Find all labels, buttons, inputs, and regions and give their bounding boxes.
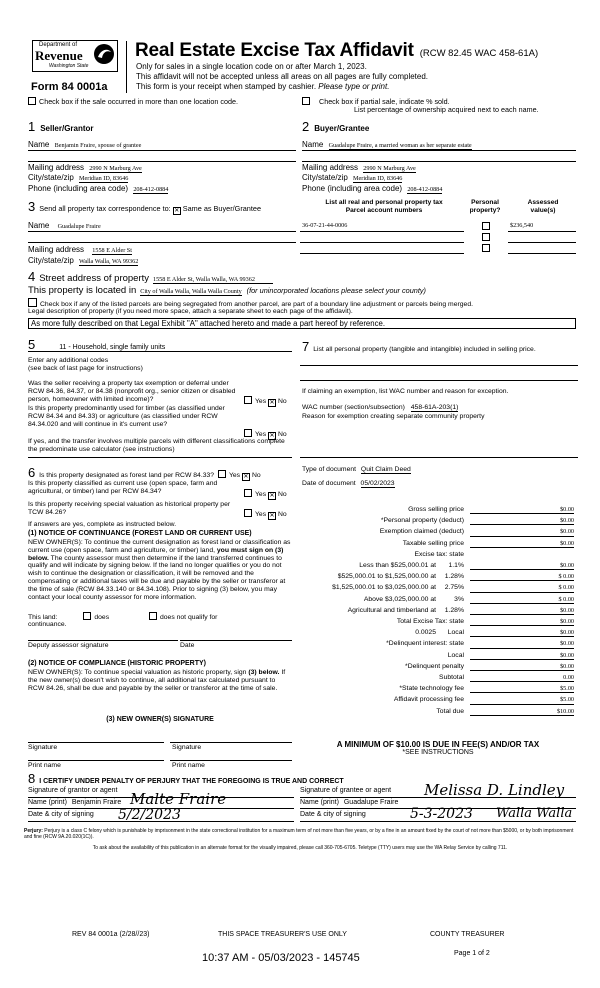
tax-row-rate: 1.28%	[444, 606, 464, 614]
legal-label: Legal description of property (if you need more space, attach a separate sheet to each page of the affidavit).	[28, 308, 353, 315]
buyer-name[interactable]: Guadalupe Fraire, a married woman as her separate estate	[328, 142, 472, 149]
partial-sale-note: List percentage of ownership acquired next to each name.	[354, 105, 539, 114]
section-number: 7	[302, 339, 310, 354]
tax-row-value[interactable]: $5.00	[470, 696, 574, 704]
seller-city-row	[28, 173, 128, 182]
rule	[180, 640, 292, 641]
same-as-buyer-checkbox[interactable]: ✕	[174, 208, 180, 214]
seller-title: Seller/Grantor	[40, 124, 94, 133]
rule	[170, 760, 292, 761]
tax-row-rate: 3%	[454, 595, 464, 603]
add-codes-1: Enter any additional codes	[28, 357, 109, 364]
buyer-name-label: Name	[302, 140, 324, 149]
rule	[28, 457, 292, 458]
personal-property-checkbox-2[interactable]	[482, 233, 490, 241]
tax-row	[300, 539, 576, 550]
tax-row	[300, 606, 576, 617]
notice2-c: If the new owner(s) doesn't wish to continue, all additional tax calculated pursuant to RCW 84.26, shall be due and payable by the seller or transferor at the time of sale.	[28, 669, 286, 692]
tax-row-rate: 2.75%	[444, 584, 464, 592]
tax-row	[300, 550, 576, 561]
section-number: 2	[302, 119, 310, 134]
owner-print-label-1: Print name	[28, 762, 61, 769]
buyer-name-row	[302, 140, 472, 149]
yes-label: Yes	[228, 472, 241, 479]
sec5-q2: Is this property predominantly used for timber (as classified under RCW 84.34 and 84.33) or agriculture (as classified under RCW 84.34.020 and will continue in it's current use?	[28, 405, 225, 428]
yes-checkbox[interactable]	[244, 489, 252, 497]
notice2-a: NEW OWNER(S): To continue special valuation as historic property, sign	[28, 669, 249, 676]
header-line1: Only for sales in a single location code on or after March 1, 2023.	[136, 62, 367, 71]
wac-row	[302, 404, 458, 412]
header-line2: This affidavit will not be accepted unless all areas on all pages are fully completed.	[136, 72, 429, 81]
seller-city-label: City/state/zip	[28, 173, 74, 182]
sec6-q2: Is this property classified as current use (open space, farm and agricultural, or timber) land per RCW 84.34?	[28, 480, 218, 495]
tax-row-value[interactable]: $0.00	[470, 640, 574, 648]
no-label: No	[277, 511, 287, 518]
tax-row	[300, 505, 576, 516]
rule	[300, 231, 464, 232]
tax-row-value[interactable]: $0.00	[470, 517, 574, 525]
legal-description: As more fully described on that Legal Exhibit "A" attached hereto and made a part hereof by reference.	[31, 319, 386, 328]
checkbox[interactable]	[302, 97, 310, 105]
seller-phone[interactable]: 208-412-0884	[133, 186, 169, 193]
doc-type-label: Type of document	[302, 466, 357, 473]
grantee-name[interactable]: Guadalupe Fraire	[343, 799, 399, 806]
notice1-c: The county assessor must then determine if the land transferred continues to qualify and will indicate by signing below. If the land no longer qualifies or you do not wish to continue the designation or classification, it will be removed and the compensating or additional taxes will be due and payable by the seller or transferor at the time of sale (RCW 84.33.140 or 84.34.108). Prior to signing (3) below, you may contact your local county assessor for more information.	[28, 554, 286, 601]
rule	[300, 821, 576, 822]
doc-type[interactable]: Quit Claim Deed	[360, 466, 411, 473]
page-number: Page 1 of 2	[454, 950, 490, 957]
tax-row-value[interactable]: $0.00	[470, 652, 574, 660]
tax-row-value[interactable]: $0.00	[470, 540, 574, 548]
tax-row-label: Gross selling price	[408, 506, 464, 513]
rule	[28, 351, 292, 352]
section-number: 1	[28, 119, 36, 134]
tax-row-label: $1,525,000.01 to $3,025,000.00 at	[332, 584, 436, 592]
tax-row-label: Total due	[436, 707, 464, 715]
certify-text: I CERTIFY UNDER PENALTY OF PERJURY THAT THE FOREGOING IS TRUE AND CORRECT	[39, 778, 344, 785]
tax-row-label: Less than $525,000.01 at	[359, 562, 436, 569]
sec5-q3: If yes, and the transfer involves multiple parcels with different classifications complete the predominate use calculator (see instructions)	[28, 438, 285, 453]
owner-signature-label-1: Signature	[28, 744, 58, 751]
parcel-head-3a: Assessed	[527, 199, 559, 206]
grantor-sig-label: Signature of grantor or agent	[28, 787, 118, 794]
form-revision: REV 84 0001a (2/28//23)	[72, 931, 150, 938]
tax-row-label: Local	[447, 651, 464, 659]
multi-location-check[interactable]	[28, 97, 238, 106]
rule	[28, 231, 296, 232]
tax-row	[300, 639, 576, 650]
rule	[302, 161, 576, 162]
yes-label: Yes	[255, 491, 267, 498]
tax-row-label: Above $3,025,000.00 at	[363, 595, 436, 603]
seller-mailing-row	[28, 163, 142, 172]
tax-row	[300, 651, 576, 662]
minimum-due	[300, 740, 576, 757]
does-not-label: does not qualify for	[160, 614, 218, 621]
notice2-text	[28, 669, 292, 692]
grantee-signature[interactable]: Melissa D. Lindley	[424, 781, 565, 799]
seller-name-label: Name	[28, 140, 50, 149]
tax-row-value[interactable]: $ 0.00	[470, 584, 574, 592]
tax-row	[300, 561, 576, 572]
correspondence-label: Send all property tax correspondence to:	[39, 204, 171, 213]
rule	[300, 242, 464, 243]
rule	[300, 253, 464, 254]
owner-signature-label-2: Signature	[172, 744, 202, 751]
tax-row	[300, 707, 576, 718]
located-value[interactable]: City of Walla Walla, Walla Walla County	[140, 288, 242, 295]
tax-row-value[interactable]: $0.00	[470, 528, 574, 536]
deputy-date-label: Date	[180, 642, 195, 649]
parcel-head-3b: value(s)	[530, 206, 556, 214]
deputy-signature-label: Deputy assessor signature	[28, 642, 109, 649]
header-line3	[136, 82, 389, 91]
rule	[28, 742, 164, 743]
tax-row-value[interactable]: $10.00	[470, 708, 574, 716]
rule	[300, 380, 578, 381]
buyer-heading	[302, 120, 369, 135]
corr-mailing[interactable]: 1558 E Alder St	[92, 247, 132, 254]
tax-row-value[interactable]: $0.00	[470, 562, 574, 570]
yes-checkbox[interactable]	[244, 396, 252, 404]
section-number: 3	[28, 199, 36, 214]
rule	[28, 150, 296, 151]
tax-row-rate: 1.1%	[448, 562, 464, 569]
owner-print-label-2: Print name	[172, 762, 205, 769]
grantee-city[interactable]: Walla Walla	[496, 806, 573, 821]
grantee-date[interactable]: 5-3-2023	[410, 806, 473, 822]
located-hint: (for unincorporated locations please select your county)	[246, 286, 426, 295]
sec6-q1: Is this property designated as forest land per RCW 84.33?	[39, 472, 215, 479]
parcel-head-2b: property?	[469, 206, 501, 214]
does-label: does	[94, 614, 110, 621]
no-checkbox[interactable]: ✕	[269, 433, 275, 439]
assessed-value-1[interactable]: $236,540	[510, 222, 534, 229]
parcel-head-2	[464, 199, 506, 214]
parcel-head-3	[508, 199, 578, 214]
parcel-number-1[interactable]: 36-07-21-44-0006	[302, 222, 348, 229]
rule	[508, 231, 576, 232]
street-label: Street address of property	[39, 273, 150, 284]
grantor-name[interactable]: Benjamin Fraire	[71, 799, 122, 806]
tax-row-value[interactable]: $0.00	[470, 618, 574, 626]
segregate-label: Check box if any of the listed parcels are being segregated from another parcel, are part of a boundary line adjustment or parcels being merged.	[40, 301, 473, 308]
section-number: 5	[28, 337, 36, 352]
doc-date-label: Date of document	[302, 480, 356, 487]
seller-mailing[interactable]: 2990 N Marburg Ave	[89, 165, 142, 172]
minimum-line1: A MINIMUM OF $10.00 IS DUE IN FEE(S) AND/OR TAX	[336, 740, 540, 749]
header-line3-a: This form is your receipt when stamped by cashier.	[136, 82, 319, 91]
certify-row	[28, 772, 344, 787]
notice1-heading: (1) NOTICE OF CONTINUANCE (FOREST LAND OR CURRENT USE)	[28, 530, 252, 537]
tax-row-rate: 1.28%	[444, 573, 464, 581]
yes-label: Yes	[255, 431, 267, 438]
header-line3-b: Please type or print.	[318, 82, 390, 91]
sec5-q1: Was the seller receiving a property tax exemption or deferral under RCW 84.36, 84.37, or 84.38 (nonprofit org., senior citizen or disabled person, homeowner with limited income)?	[28, 380, 236, 403]
sec5-q1-answer	[244, 396, 287, 407]
checkbox[interactable]	[28, 97, 36, 105]
seller-mailing-label: Mailing address	[28, 163, 85, 172]
header-divider	[126, 41, 127, 93]
parcel-head-1	[300, 199, 468, 214]
tax-row-label: 0.0025	[415, 629, 436, 637]
seller-phone-row	[28, 184, 168, 193]
sec6-q1-row	[28, 466, 261, 481]
yes-checkbox[interactable]	[244, 509, 252, 517]
personal-property-checkbox-3[interactable]	[482, 244, 490, 252]
grantor-date-label: Date & city of signing	[28, 811, 94, 818]
corr-name[interactable]: Guadalupe Fraire	[57, 223, 101, 230]
tax-row	[300, 583, 576, 594]
add-codes-label	[28, 357, 143, 373]
grantor-date[interactable]: 5/2/2023	[118, 807, 181, 823]
rule	[300, 457, 578, 458]
rule	[170, 742, 292, 743]
yes-label: Yes	[255, 398, 267, 405]
corr-mailing-label: Mailing address	[28, 245, 85, 254]
tax-row-label: Taxable selling price	[402, 539, 464, 547]
corr-city-row	[28, 256, 138, 265]
street-address[interactable]: 1558 E Alder St, Walla Walla, WA 99362	[153, 276, 273, 284]
tax-row-label: Excise tax: state	[414, 550, 464, 558]
accessibility-text: To ask about the availability of this publication in an alternate format for the visually impaired, please call 360-705-6705. Teletype (TTY) users may use the WA Relay Service by calling 711.	[92, 845, 508, 851]
parcel-head-1a: List all real and personal property tax	[325, 199, 443, 206]
does-checkbox[interactable]	[83, 612, 91, 620]
buyer-phone-label: Phone (including area code)	[302, 184, 403, 193]
grantee-name-label: Name (print)	[300, 799, 339, 806]
notice1-b: you must sign on (3) below.	[28, 546, 284, 562]
sec7-row	[302, 340, 578, 355]
tax-row-label: Agricultural and timberland at	[347, 606, 436, 614]
form-rcw: (RCW 82.45 WAC 458-61A)	[419, 48, 539, 59]
tax-row-label: $525,000.01 to $1,525,000.00 at	[337, 573, 436, 581]
tax-row-label: Exemption claimed (deduct)	[379, 528, 464, 536]
buyer-city-label: City/state/zip	[302, 173, 348, 182]
rule	[28, 760, 164, 761]
corr-name-label: Name	[28, 221, 50, 230]
rule	[28, 821, 294, 822]
corr-city-label: City/state/zip	[28, 256, 74, 265]
add-codes-2: (see back of last page for instructions)	[28, 364, 143, 372]
tax-row-value[interactable]: $0.00	[470, 506, 574, 514]
tax-row-label: Total Excise Tax: state	[396, 618, 464, 625]
form-title: Real Estate Excise Tax Affidavit	[135, 40, 414, 61]
section-number: 4	[28, 269, 36, 284]
sec6-q4: If answers are yes, complete as instructed below.	[28, 521, 177, 528]
buyer-city[interactable]: Meridian ID, 83646	[353, 175, 403, 182]
buyer-mailing-row	[302, 163, 416, 172]
yes-label: Yes	[255, 511, 267, 518]
notice1-text	[28, 539, 292, 602]
corr-mailing-row	[28, 245, 132, 254]
no-label: No	[277, 491, 287, 498]
tax-row-value[interactable]: $ 0.00	[470, 573, 574, 581]
same-as-buyer-label: Same as Buyer/Grantee	[182, 204, 262, 213]
buyer-phone[interactable]: 208-412-0884	[407, 186, 443, 193]
tax-row-value[interactable]: 0.00	[470, 674, 574, 682]
grantee-name-row	[300, 799, 398, 807]
tax-row-label: *Delinquent penalty	[405, 662, 464, 670]
no-checkbox[interactable]: ✕	[269, 493, 275, 499]
no-checkbox[interactable]: ✕	[243, 474, 249, 480]
tax-row-label: *Personal property (deduct)	[380, 517, 464, 525]
notice1-a: NEW OWNER(S): To continue the current designation as forest land or classification as current use (open space, farm and agriculture, or timber) land,	[28, 539, 291, 554]
section-number: 6	[28, 465, 36, 480]
tax-row	[300, 673, 576, 684]
tax-row-value[interactable]: $0.00	[470, 629, 574, 637]
notice2-b: (3) below.	[248, 669, 280, 676]
seller-phone-label: Phone (including area code)	[28, 184, 129, 193]
multi-location-label: Check box if the sale occurred in more than one location code.	[39, 97, 238, 106]
wac-label: WAC number (section/subsection)	[302, 404, 405, 411]
form-title-row	[135, 40, 538, 62]
no-checkbox[interactable]: ✕	[269, 400, 275, 406]
buyer-mailing[interactable]: 2990 N Marburg Ave	[363, 165, 416, 172]
tax-row	[300, 628, 576, 639]
section-number: 8	[28, 771, 36, 786]
logo-line2: Revenue	[35, 48, 83, 63]
corr-name-row	[28, 221, 101, 230]
rule	[508, 242, 576, 243]
wac-number[interactable]: 458-61A-203(1)	[410, 404, 459, 411]
tax-row	[300, 516, 576, 527]
seller-name-row	[28, 140, 296, 149]
no-label: No	[277, 431, 287, 438]
rule	[28, 161, 296, 162]
segregate-checkbox[interactable]	[28, 298, 37, 307]
rule	[28, 640, 178, 641]
exemption-label: If claiming an exemption, list WAC number and reason for exception.	[302, 388, 509, 395]
yes-checkbox[interactable]	[244, 429, 252, 437]
tax-row	[300, 684, 576, 695]
buyer-phone-row	[302, 184, 442, 193]
doc-date-row	[302, 480, 395, 488]
notice2-heading: (2) NOTICE OF COMPLIANCE (HISTORIC PROPERTY)	[28, 660, 206, 667]
personal-property-checkbox-1[interactable]	[482, 222, 490, 230]
located-row	[28, 286, 426, 297]
form-number: Form 84 0001a	[31, 81, 108, 93]
corr-city[interactable]: Walla Walla, WA 99362	[79, 258, 139, 265]
tax-row-rate: Local	[447, 629, 464, 637]
tax-row-label: Subtotal	[439, 674, 464, 681]
grantor-signature[interactable]: Malte Fraire	[130, 790, 227, 808]
doc-type-row	[302, 466, 411, 474]
tax-row-value[interactable]: $5.00	[470, 685, 574, 693]
logo-line3: Washington State	[49, 63, 89, 69]
dor-swirl-icon	[93, 43, 115, 65]
notice3-heading: (3) NEW OWNER(S) SIGNATURE	[106, 716, 214, 723]
doc-date[interactable]: 05/02/2023	[360, 480, 395, 487]
sec6-q3: Is this property receiving special valuation as historical property per TCW 84.26?	[28, 501, 231, 516]
tax-row-value[interactable]: $0.00	[470, 663, 574, 671]
tax-row	[300, 662, 576, 673]
tax-row	[300, 595, 576, 606]
grantee-sig-label: Signature of grantee or agent	[300, 787, 392, 794]
no-label: No	[277, 398, 287, 405]
perjury-body: Perjury is a class C felony which is punishable by imprisonment in the state correctional institution for a maximum term of not more than five years, or by a fine in an amount fixed by the court of not more than $5000, or by both imprisonment and fine (RCW 9A.20.020(1C)).	[24, 828, 574, 840]
treasurer-use: THIS SPACE TREASURER'S USE ONLY	[218, 931, 347, 938]
grantor-name-label: Name (print)	[28, 799, 67, 806]
tax-row	[300, 695, 576, 706]
seller-city[interactable]: Meridian ID, 83646	[79, 175, 129, 182]
rule	[508, 253, 576, 254]
tax-row	[300, 617, 576, 628]
partial-sale-label: Check box if partial sale, indicate % sold.	[319, 97, 450, 106]
continuance-label: continuance.	[28, 621, 67, 628]
sec6-q3-answer	[244, 509, 287, 520]
legal-description-box[interactable]	[28, 318, 576, 329]
correspondence-row	[28, 200, 261, 215]
minimum-line2: *SEE INSTRUCTIONS	[402, 749, 474, 757]
tax-row-value[interactable]: $ 0.00	[470, 596, 574, 604]
does-not-checkbox[interactable]	[149, 612, 157, 620]
dor-logo	[27, 40, 119, 80]
seller-name[interactable]: Benjamin Fraire, spouse of grantee	[54, 142, 142, 149]
tax-row-label: *State technology fee	[399, 685, 464, 693]
receipt-stamp: 10:37 AM - 05/03/2023 - 145745	[202, 952, 360, 964]
tax-row-label: *Delinquent interest: state	[386, 640, 464, 648]
located-label: This property is located in	[28, 285, 137, 296]
tax-row	[300, 527, 576, 538]
yes-checkbox[interactable]	[218, 470, 226, 478]
buyer-mailing-label: Mailing address	[302, 163, 359, 172]
tax-row-value[interactable]: $0.00	[470, 607, 574, 615]
grantee-date-label: Date & city of signing	[300, 811, 366, 818]
rule	[28, 242, 296, 243]
county-treasurer: COUNTY TREASURER	[430, 931, 505, 938]
buyer-city-row	[302, 173, 402, 182]
rule	[300, 365, 578, 366]
seller-heading	[28, 120, 94, 135]
reason-label: Reason for exemption creating separate community property	[302, 413, 485, 420]
grantor-name-row	[28, 799, 121, 807]
parcel-head-2a: Personal	[471, 199, 499, 206]
land-use-code[interactable]: 11 - Household, single family units	[59, 344, 166, 351]
this-land-label: This land:	[28, 614, 58, 621]
no-label: No	[251, 472, 261, 479]
tax-row	[300, 572, 576, 583]
tax-row-label: Affidavit processing fee	[393, 696, 464, 704]
parcel-head-1b: Parcel account numbers	[345, 206, 423, 214]
buyer-title: Buyer/Grantee	[314, 124, 370, 133]
sec6-q2-answer	[244, 489, 287, 500]
rule	[302, 150, 576, 151]
street-row	[28, 270, 273, 285]
no-checkbox[interactable]: ✕	[269, 513, 275, 519]
perjury-text	[24, 828, 576, 840]
perjury-label: Perjury:	[24, 828, 43, 834]
logo-line1: Department of	[39, 42, 78, 48]
sec7-label: List all personal property (tangible and intangible) included in selling price.	[313, 346, 536, 353]
